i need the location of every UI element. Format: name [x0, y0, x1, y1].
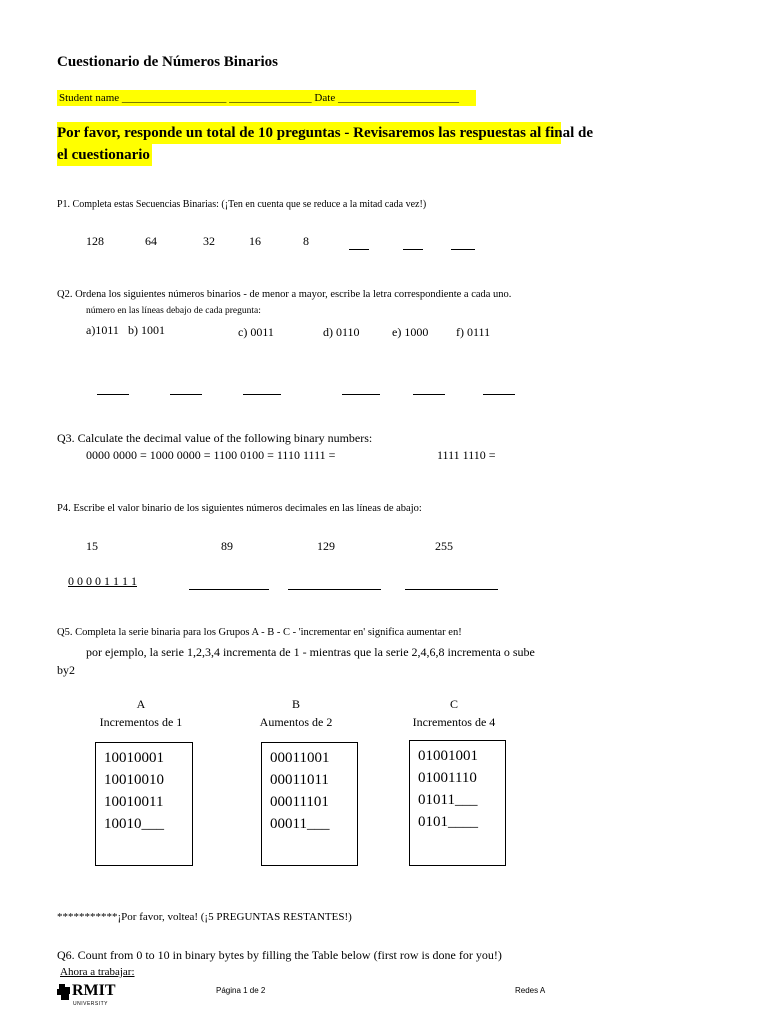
footer-course: Redes A: [515, 986, 546, 995]
q2-option: c) 0011: [238, 325, 274, 339]
group-c-box: [409, 740, 506, 866]
group-a-value[interactable]: 10010___: [104, 816, 164, 832]
q2-answer-blank[interactable]: [97, 393, 129, 395]
q2-option: a)1011: [86, 323, 119, 337]
group-c-value[interactable]: 0101____: [418, 814, 478, 830]
p4-answer-blank[interactable]: [189, 588, 269, 590]
logo-subtext: UNIVERSITY: [73, 1001, 109, 1007]
q3-binary-list: 0000 0000 = 1000 0000 = 1100 0100 = 1110 1111 =: [86, 448, 336, 462]
page-title: Cuestionario de Números Binarios: [57, 54, 278, 70]
q2-prompt-continued: número en las líneas debajo de cada pregunta:: [86, 306, 261, 316]
group-c-value: 01001001: [418, 748, 478, 764]
p4-number: 129: [317, 539, 335, 553]
p1-number: 32: [203, 234, 215, 248]
q2-option: e) 1000: [392, 325, 429, 339]
q6-prompt: Q6. Count from 0 to 10 in binary bytes by filling the Table below (first row is done for you!): [57, 948, 502, 962]
q2-answer-blank[interactable]: [342, 393, 380, 395]
group-a-letter: A: [136, 697, 146, 711]
q2-answer-blank[interactable]: [483, 393, 515, 395]
p4-answer-blank[interactable]: [405, 588, 498, 590]
group-b-value: 00011011: [270, 772, 329, 788]
footer-page-number: Página 1 de 2: [216, 986, 266, 995]
q2-answer-blank[interactable]: [413, 393, 445, 395]
rmit-logo: [57, 982, 119, 1012]
q5-prompt-example: por ejemplo, la serie 1,2,3,4 incrementa de 1 - mientras que la serie 2,4,6,8 incrementa o sube: [86, 645, 535, 659]
p1-number: 8: [303, 234, 309, 248]
p1-answer-blank[interactable]: [403, 248, 423, 250]
turn-over-notice: ***********¡Por favor, voltea! (¡5 PREGUNTAS RESTANTES!): [57, 911, 352, 923]
group-b-value: 00011101: [270, 794, 329, 810]
instructions-banner-line-2: el cuestionario: [57, 144, 152, 166]
group-b-letter: B: [291, 697, 300, 711]
q2-option: b) 1001: [128, 323, 165, 337]
p1-prompt: P1. Completa estas Secuencias Binarias: (¡Ten en cuenta que se reduce a la mitad cada vez!): [57, 199, 427, 210]
group-c-value[interactable]: 01011___: [418, 792, 478, 808]
group-a-value: 10010001: [104, 750, 164, 766]
q2-prompt: Q2. Ordena los siguientes números binarios - de menor a mayor, escribe la letra correspondiente a cada uno.: [57, 289, 512, 300]
p4-number: 255: [435, 539, 453, 553]
p4-prompt: P4. Escribe el valor binario de los siguientes números decimales en las líneas de abajo:: [57, 503, 422, 514]
group-a-label: Incrementos de 1: [99, 715, 183, 729]
q2-option: d) 0110: [323, 325, 360, 339]
instructions-banner-line-1: Por favor, responde un total de 10 preguntas - Revisaremos las respuestas al final de: [57, 122, 561, 144]
q2-option: f) 0111: [456, 325, 491, 339]
logo-wordmark: RMIT: [72, 982, 116, 999]
group-b-label: Aumentos de 2: [259, 715, 333, 729]
group-c-label: Incrementos de 4: [412, 715, 496, 729]
rmit-logo-mark-icon: [57, 984, 71, 1000]
p4-example-answer: 0 0 0 0 1 1 1 1: [68, 574, 137, 588]
group-c-value: 01001110: [418, 770, 477, 786]
p4-number: 89: [221, 539, 233, 553]
q3-prompt: Q3. Calculate the decimal value of the following binary numbers:: [57, 431, 373, 445]
q2-answer-blank[interactable]: [243, 393, 281, 395]
q2-answer-blank[interactable]: [170, 393, 202, 395]
group-a-box: [95, 742, 193, 866]
group-c-letter: C: [449, 697, 458, 711]
group-b-value[interactable]: 00011___: [270, 816, 330, 832]
q3-binary-last: 1111 1110 =: [437, 448, 496, 462]
p4-number: 15: [86, 539, 98, 553]
q5-prompt-end: by2: [57, 663, 75, 677]
p1-number: 64: [145, 234, 157, 248]
group-a-value: 10010011: [104, 794, 164, 810]
p1-number: 16: [249, 234, 261, 248]
q6-subheading: Ahora a trabajar:: [60, 966, 135, 978]
p4-answer-blank[interactable]: [288, 588, 381, 590]
group-b-value: 00011001: [270, 750, 330, 766]
group-a-value: 10010010: [104, 772, 164, 788]
q5-prompt: Q5. Completa la serie binaria para los Grupos A - B - C - 'incrementar en' significa aumentar en!: [57, 627, 462, 638]
p1-answer-blank[interactable]: [451, 248, 475, 250]
student-name-date-line: Student name ___________________ _______________ Date ______________________: [57, 90, 476, 106]
p1-number: 128: [86, 234, 104, 248]
group-b-box: [261, 742, 358, 866]
p1-answer-blank[interactable]: [349, 248, 369, 250]
